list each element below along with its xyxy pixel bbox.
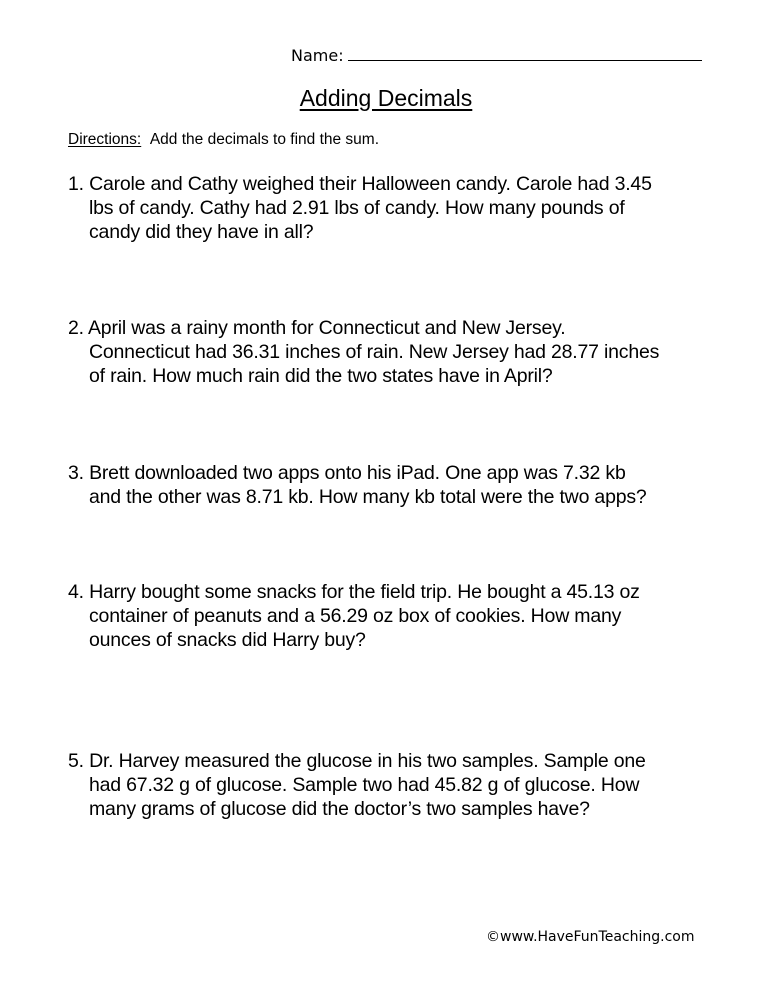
problem-line: many grams of glucose did the doctor’s two samples have?: [89, 798, 590, 820]
name-field-row: [291, 46, 702, 66]
problem-line: and the other was 8.71 kb. How many kb total were the two apps?: [89, 486, 647, 508]
name-label: Name:: [291, 46, 344, 65]
problem-line: 4. Harry bought some snacks for the field trip. He bought a 45.13 oz: [68, 581, 640, 603]
problem-line: 1. Carole and Cathy weighed their Halloween candy. Carole had 3.45: [68, 173, 652, 195]
copyright-footer: ©www.HaveFunTeaching.com: [486, 929, 695, 945]
problem-4: [68, 580, 748, 652]
problem-line: Connecticut had 36.31 inches of rain. New Jersey had 28.77 inches: [89, 341, 660, 363]
problem-line: 5. Dr. Harvey measured the glucose in his two samples. Sample one: [68, 750, 646, 772]
title-text: Adding Decimals: [299, 85, 473, 111]
problem-5: [68, 749, 748, 821]
problem-line: candy did they have in all?: [89, 221, 314, 243]
problem-line: 2. April was a rainy month for Connecticut and New Jersey.: [68, 317, 566, 339]
problem-line: lbs of candy. Cathy had 2.91 lbs of candy. How many pounds of: [89, 197, 625, 219]
directions-label: Directions:: [68, 131, 142, 148]
problem-line: of rain. How much rain did the two states have in April?: [89, 365, 553, 387]
problem-3: [68, 461, 748, 509]
worksheet-title: [0, 84, 772, 112]
problem-line: ounces of snacks did Harry buy?: [89, 629, 366, 651]
problem-1: [68, 172, 748, 244]
problem-line: had 67.32 g of glucose. Sample two had 45.82 g of glucose. How: [89, 774, 640, 796]
directions: [68, 130, 379, 150]
problem-line: 3. Brett downloaded two apps onto his iPad. One app was 7.32 kb: [68, 462, 626, 484]
problem-2: [68, 316, 748, 388]
directions-text: Add the decimals to find the sum.: [149, 131, 380, 148]
name-blank-line[interactable]: [348, 46, 702, 61]
problem-line: container of peanuts and a 56.29 oz box of cookies. How many: [89, 605, 622, 627]
